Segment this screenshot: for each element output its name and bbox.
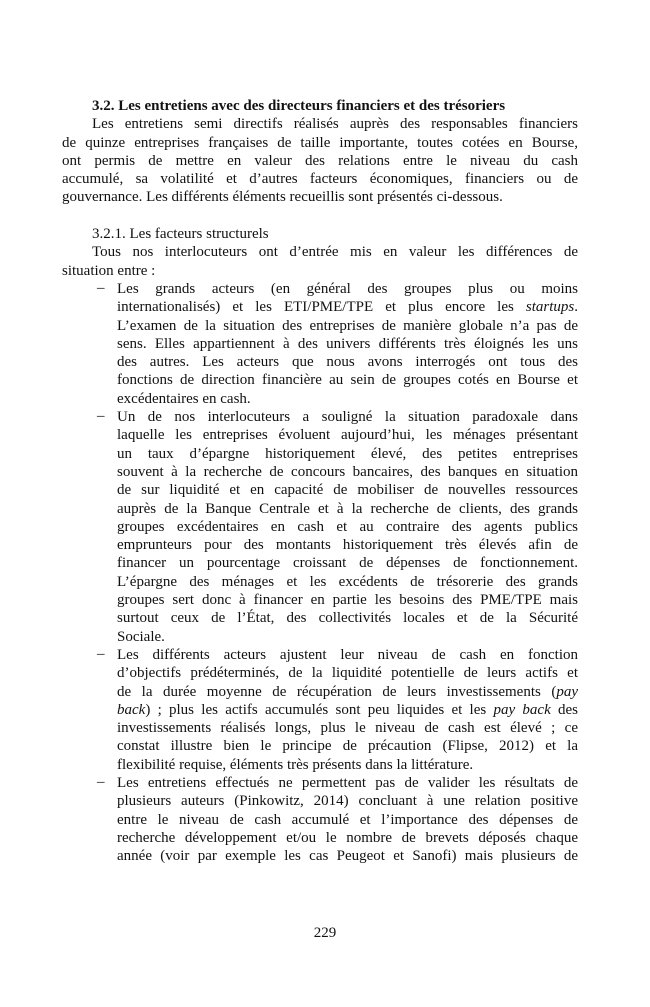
text-line: [117, 664, 578, 682]
text-line: [117, 426, 578, 444]
text-line: [117, 445, 578, 463]
text-segment: excédentaires en cash.: [117, 390, 251, 407]
page-number: 229: [313, 925, 337, 941]
bullet-item: [62, 280, 578, 408]
text-line: [117, 481, 578, 499]
text-segment: Les entretiens effectués ne permettent pas de valider les résultats de: [117, 774, 578, 791]
subsection-title: 3.2.1. Les facteurs structurels: [92, 226, 269, 243]
bullet-item: [62, 774, 578, 865]
text-segment: Un de nos interlocuteurs a souligné la situation paradoxale dans: [117, 409, 578, 426]
dash-bullet-icon: –: [97, 279, 105, 296]
text-line: de quinze entreprises françaises de taille importante, toutes cotées en Bourse,: [62, 134, 578, 151]
text-line: [117, 646, 578, 664]
text-line: [117, 371, 578, 389]
bullet-list: [62, 280, 578, 866]
text-segment: surtout ceux de l’État, des collectivités locales et de la Sécurité: [117, 610, 578, 627]
text-line: [117, 774, 578, 792]
text-segment: auprès de la Banque Centrale et à la recherche de clients, des grands: [117, 500, 578, 517]
bullet-item: [62, 408, 578, 646]
text-segment: Sociale.: [117, 628, 165, 645]
text-line: [117, 628, 578, 646]
italic-text: startups: [525, 299, 575, 316]
text-line: [117, 719, 578, 737]
text-segment: .: [574, 299, 578, 316]
document-page: [62, 97, 578, 865]
text-line: [117, 390, 578, 408]
text-line: [117, 683, 578, 701]
text-segment: constat illustre bien le principe de précaution (Flipse, 2012) et la: [117, 738, 578, 755]
italic-text: pay: [556, 683, 578, 700]
paragraph-gap: [62, 207, 578, 225]
text-line: [117, 554, 578, 572]
text-line: [117, 317, 578, 335]
dash-bullet-icon: –: [97, 408, 105, 425]
text-line: [117, 591, 578, 609]
italic-text: pay back: [493, 701, 551, 718]
section-title: 3.2. Les entretiens avec des directeurs financiers et des trésoriers: [92, 98, 506, 114]
text-segment: recherche développement et/ou le nombre de brevets déposés chaque: [117, 829, 578, 846]
text-line: [117, 847, 578, 865]
text-segment: L’examen de la situation des entreprises de manière globale n’a pas de: [117, 317, 578, 334]
text-line: accumulé, sa volatilité et d’autres facteurs économiques, financiers ou de: [62, 171, 578, 188]
text-line: Tous nos interlocuteurs ont d’entrée mis en valeur les différences de: [92, 244, 578, 261]
bullet-item: [62, 646, 578, 774]
text-line: Les entretiens semi directifs réalisés auprès des responsables financiers: [92, 116, 578, 133]
text-line: situation entre :: [62, 262, 156, 279]
text-line: [117, 280, 578, 298]
text-line: [117, 536, 578, 554]
text-segment: de sur liquidité et en capacité de mobiliser de nouvelles ressources: [117, 482, 578, 499]
italic-text: back: [117, 701, 146, 718]
text-line: [117, 335, 578, 353]
text-line: [117, 811, 578, 829]
text-segment: internationalisés) et les ETI/PME/TPE et plus encore les: [117, 299, 526, 316]
text-segment: investissements réalisés longs, plus le niveau de cash est élevé ; ce: [117, 720, 578, 737]
text-segment: des: [550, 701, 579, 718]
text-line: [117, 792, 578, 810]
intro-paragraph: [62, 115, 578, 206]
text-line: ont permis de mettre en valeur des relations entre le niveau du cash: [62, 152, 578, 169]
dash-bullet-icon: –: [97, 645, 105, 662]
text-segment: L’épargne des ménages et les excédents de trésorerie des grands: [117, 573, 578, 590]
text-line: [117, 756, 578, 774]
text-segment: souvent à la recherche de concours bancaires, des banques en situation: [117, 463, 578, 480]
text-segment: plusieurs auteurs (Pinkowitz, 2014) concluant à une relation positive: [117, 793, 578, 810]
text-line: [117, 353, 578, 371]
text-line: [117, 573, 578, 591]
text-segment: un taux d’épargne historiquement élevé, des petites entreprises: [117, 445, 578, 462]
text-line: [117, 408, 578, 426]
text-segment: d’objectifs prédéterminés, de la liquidité potentielle de leurs actifs et: [117, 665, 578, 682]
text-segment: Les différents acteurs ajustent leur niveau de cash en fonction: [117, 646, 578, 663]
text-segment: des autres. Les acteurs que nous avons interrogés ont tous des: [117, 354, 578, 371]
text-segment: financer un pourcentage croissant de dépenses de fonctionnement.: [117, 555, 578, 572]
text-segment: entre le niveau de cash accumulé et l’importance des dépenses de: [117, 811, 578, 828]
text-segment: flexibilité requise, éléments très présents dans la littérature.: [117, 756, 474, 773]
text-segment: fonctions de direction financière au sein de groupes cotés en Bourse et: [117, 372, 578, 389]
text-line: [117, 518, 578, 536]
text-line: [117, 500, 578, 518]
dash-bullet-icon: –: [97, 773, 105, 790]
text-segment: groupes sert donc à financer en partie les besoins des PME/TPE mais: [117, 592, 578, 609]
text-segment: année (voir par exemple les cas Peugeot et Sanofi) mais plusieurs de: [117, 848, 578, 865]
lead-paragraph: [62, 243, 578, 280]
text-line: [117, 829, 578, 847]
text-segment: ) ; plus les actifs accumulés sont peu liquides et les: [145, 701, 494, 718]
text-line: [117, 609, 578, 627]
text-line: [117, 737, 578, 755]
text-segment: emprunteurs pour des montants historiquement très élevés afin de: [117, 537, 578, 554]
text-line: [117, 463, 578, 481]
text-line: [117, 298, 578, 316]
text-segment: sens. Elles appartiennent à des univers différents très éloignés les uns: [117, 335, 578, 352]
text-segment: Les grands acteurs (en général des groupes plus ou moins: [117, 280, 578, 297]
text-line: [117, 701, 578, 719]
text-segment: groupes excédentaires en cash et au contraire des agents publics: [117, 518, 578, 535]
text-segment: de la durée moyenne de récupération de leurs investissements (: [117, 683, 557, 700]
text-line: gouvernance. Les différents éléments recueillis sont présentés ci-dessous.: [62, 189, 503, 206]
text-segment: laquelle les entreprises évoluent aujourd’hui, les ménages présentant: [117, 427, 578, 444]
